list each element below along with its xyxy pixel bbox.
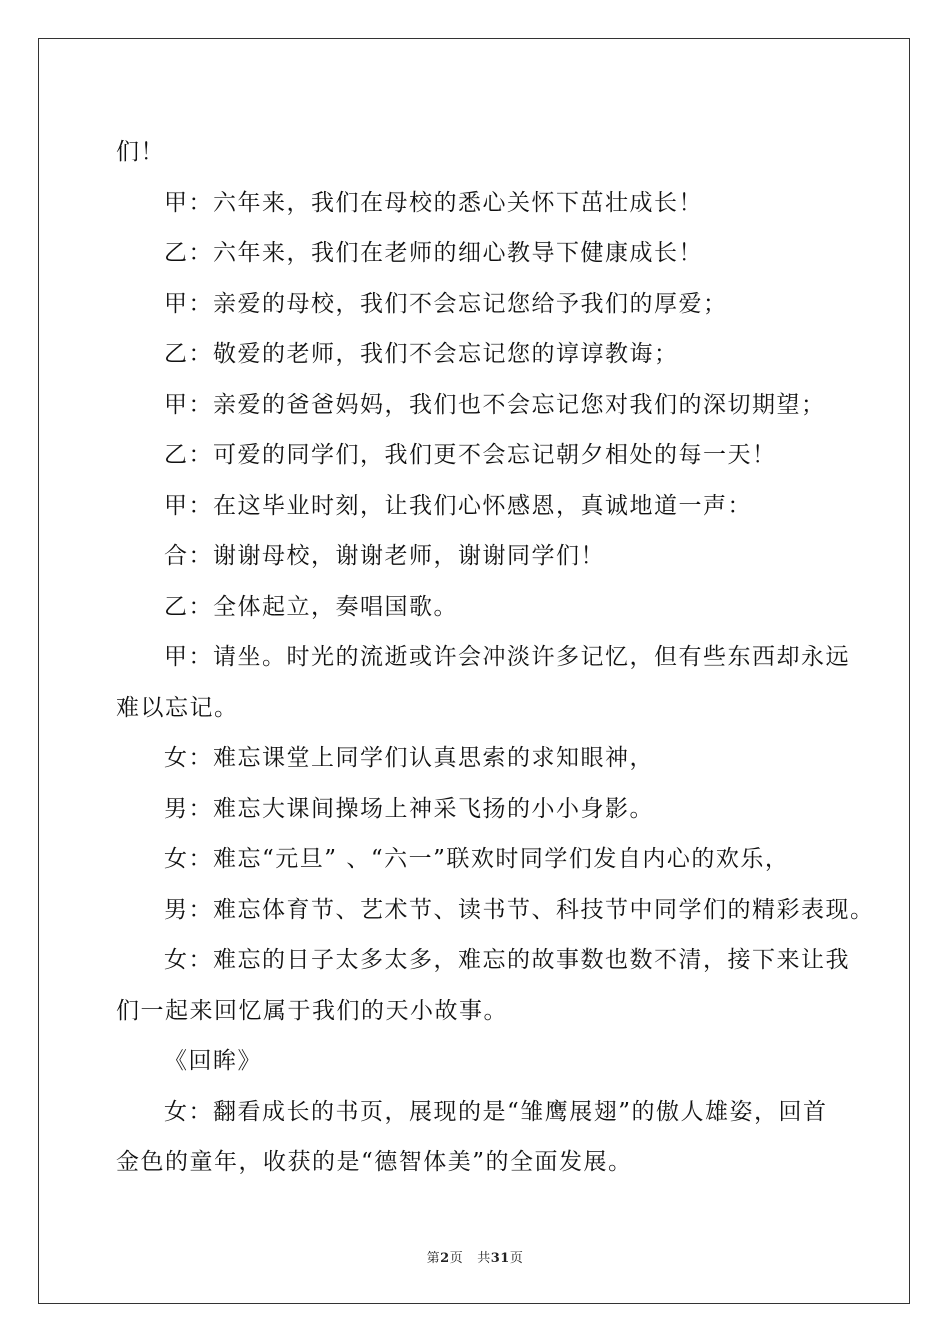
document-body [116, 127, 875, 1188]
text-line: 乙：敬爱的老师，我们不会忘记您的谆谆教诲； [164, 341, 679, 367]
text-line: 乙：可爱的同学们，我们更不会忘记朝夕相处的每一天！ [164, 442, 777, 468]
text-line: 甲：在这毕业时刻，让我们心怀感恩，真诚地道一声： [164, 492, 752, 519]
page-number: 2 [440, 1251, 450, 1266]
text-line: 们！ [116, 139, 165, 165]
text-line: 难以忘记。 [116, 694, 239, 721]
text-line: 们一起来回忆属于我们的天小故事。 [116, 997, 508, 1024]
text-line: 男：难忘大课间操场上神采飞扬的小小身影。 [164, 795, 654, 822]
text-line: 《回眸》 [164, 1048, 262, 1074]
text-line: 甲：请坐。时光的流逝或许会冲淡许多记忆，但有些东西却永远 [164, 644, 850, 670]
total-pages: 31 [490, 1251, 510, 1266]
text-line: 女：难忘“元旦” 、“六一”联欢时同学们发自内心的欢乐， [164, 846, 790, 872]
text-line: 甲：六年来，我们在母校的悉心关怀下茁壮成长！ [164, 189, 703, 216]
total-prefix: 共 [477, 1251, 491, 1266]
text-line: 甲：亲爱的爸爸妈妈，我们也不会忘记您对我们的深切期望； [164, 391, 826, 418]
text-line: 甲：亲爱的母校，我们不会忘记您给予我们的厚爱； [164, 290, 728, 317]
text-line: 合：谢谢母校，谢谢老师，谢谢同学们！ [164, 543, 605, 569]
total-suffix: 页 [509, 1251, 524, 1266]
text-line: 金色的童年，收获的是“德智体美”的全面发展。 [116, 1149, 633, 1175]
page-suffix: 页 [449, 1251, 464, 1266]
text-line: 乙：六年来，我们在老师的细心教导下健康成长！ [164, 240, 703, 266]
text-line: 男：难忘体育节、艺术节、读书节、科技节中同学们的精彩表现。 [164, 896, 875, 923]
text-line: 女：难忘课堂上同学们认真思索的求知眼神， [164, 745, 654, 771]
page-prefix: 第 [426, 1251, 441, 1266]
text-line: 女：难忘的日子太多太多，难忘的故事数也数不清，接下来让我 [164, 947, 850, 973]
text-line: 乙：全体起立，奏唱国歌。 [164, 593, 458, 620]
text-line: 女：翻看成长的书页，展现的是“雏鹰展翅”的傲人雄姿，回首 [164, 1098, 828, 1125]
page-footer [0, 1247, 950, 1266]
